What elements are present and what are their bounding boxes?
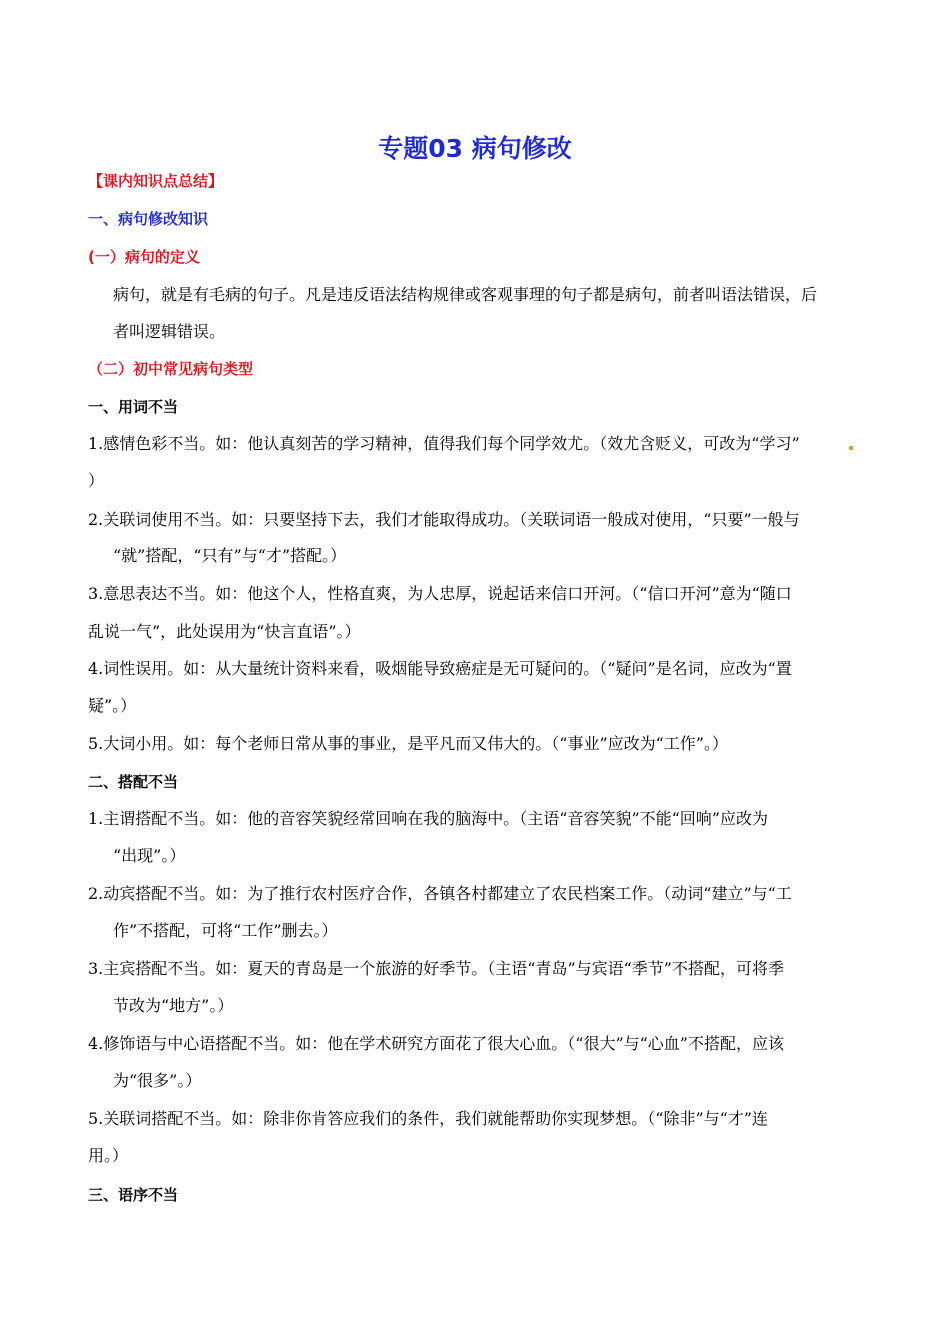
item-text: 3.意思表达不当。如：他这个人，性格直爽，为人忠厚，说起话来信口开河。（“信口开河”意为“随口	[88, 584, 792, 603]
item-text: 作”不搭配，可将“工作”删去。）	[113, 921, 338, 940]
page-title: 专题03 病句修改	[378, 134, 572, 163]
item-text: “就”搭配，“只有”与“才”搭配。）	[113, 546, 347, 565]
heading-word-misuse: 一、用词不当	[88, 398, 179, 416]
heading-word-order: 三、语序不当	[88, 1186, 179, 1204]
item-text: 乱说一气”，此处误用为“快言直语”。）	[88, 622, 361, 641]
item-text: 1.主谓搭配不当。如：他的音容笑貌经常回响在我的脑海中。（主语“音容笑貌”不能“回响”应改为	[88, 809, 768, 828]
section-tag: 【课内知识点总结】	[88, 172, 224, 190]
item-text: 4.修饰语与中心语搭配不当。如：他在学术研究方面花了很大心血。（“很大”与“心血”不搭配，应该	[88, 1034, 784, 1053]
definition-line-2: 者叫逻辑错误。	[113, 322, 226, 341]
item-text: 用。）	[88, 1146, 129, 1165]
item-text: 2.动宾搭配不当。如：为了推行农村医疗合作，各镇各村都建立了农民档案工作。（动词“建立”与“工	[88, 884, 792, 903]
subheading-definition: (一）病句的定义	[88, 248, 200, 266]
item-text: 3.主宾搭配不当。如：夏天的青岛是一个旅游的好季节。（主语“青岛”与宾语“季节”不搭配，可将季	[88, 959, 784, 978]
item-text: “出现”。）	[113, 846, 186, 865]
definition-line-1: 病句，就是有毛病的句子。凡是违反语法结构规律或客观事理的句子都是病句，前者叫语法错误，后	[113, 285, 818, 304]
item-text: ）	[88, 471, 105, 490]
item-text: 2.关联词使用不当。如：只要坚持下去，我们才能取得成功。（关联词语一般成对使用，“只要”一般与	[88, 510, 800, 529]
item-text: 1.感情色彩不当。如：他认真刻苦的学习精神，值得我们每个同学效尤。（效尤含贬义，可改为“学习”	[88, 434, 800, 453]
item-text: 疑”。）	[88, 696, 137, 715]
item-text: 为“很多”。）	[113, 1071, 202, 1090]
item-text: 节改为“地方”。）	[113, 996, 234, 1015]
item-text: 4.词性误用。如：从大量统计资料来看，吸烟能导致癌症是无可疑问的。（“疑问”是名词，应改为“置	[88, 659, 792, 678]
heading-collocation: 二、搭配不当	[88, 773, 179, 791]
item-text: 5.关联词搭配不当。如：除非你肯答应我们的条件，我们就能帮助你实现梦想。（“除非”与“才”连	[88, 1109, 768, 1128]
subheading-types: （二）初中常见病句类型	[88, 360, 254, 378]
item-text: 5.大词小用。如：每个老师日常从事的事业，是平凡而又伟大的。（“事业”应改为“工作”。）	[88, 734, 728, 753]
part-heading: 一、病句修改知识	[88, 210, 209, 228]
highlight-mark	[849, 446, 853, 450]
